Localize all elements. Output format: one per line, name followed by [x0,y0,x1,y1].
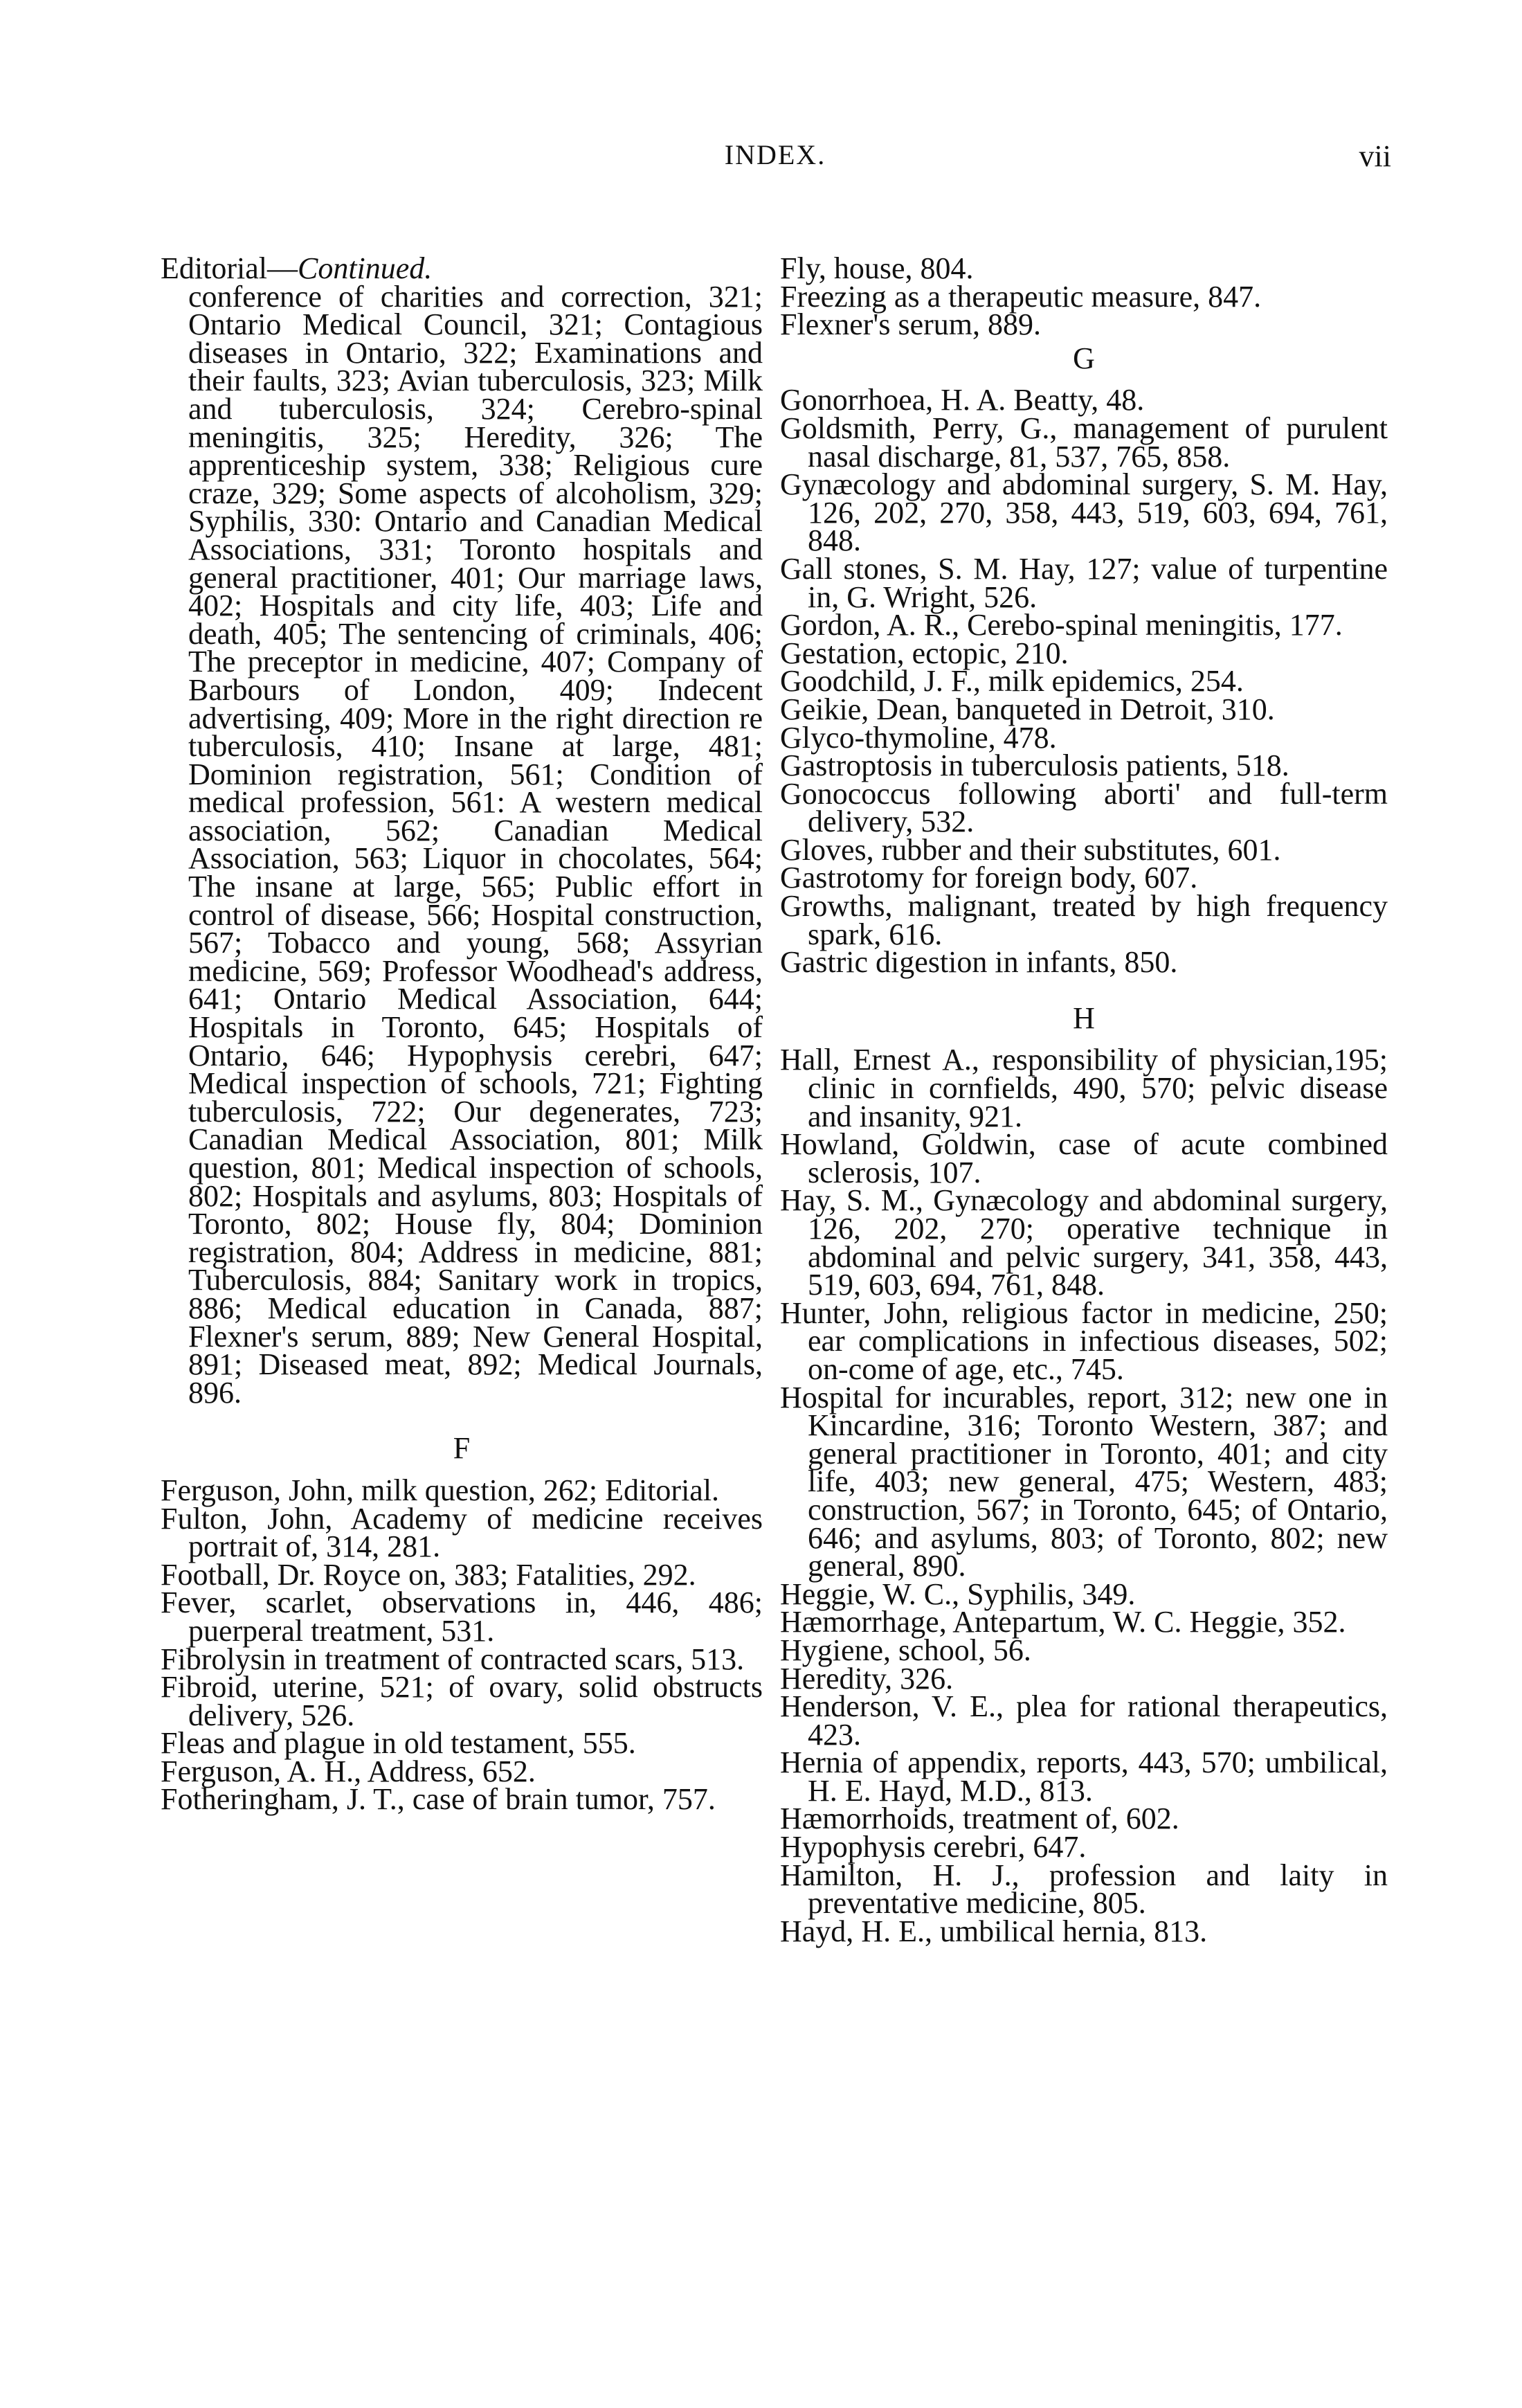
index-entry: Heredity, 326. [780,1661,954,1696]
index-entry: Hernia of appendix, reports, 443, 570; umbilical, H. E. Hayd, M.D., 813. [780,1745,1388,1808]
index-entry: Hypophysis cerebri, 647. [780,1830,1087,1865]
index-entry: Gall stones, S. M. Hay, 127; value of turpentine in, G. Wright, 526. [780,551,1388,614]
section-letter-f: F [453,1431,471,1466]
index-entry: Gloves, rubber and their substitutes, 601. [780,832,1281,867]
index-entry: Freezing as a therapeutic measure, 847. [780,279,1262,314]
index-entry: Fleas and plague in old testament, 555. [161,1726,636,1761]
index-entry: Hall, Ernest A., responsibility of physician,195; clinic in cornfields, 490, 570; pelvic disease and insanity, 921. [780,1043,1388,1133]
right-column [780,251,1388,1948]
index-entry: Fever, scarlet, observations in, 446, 486; puerperal treatment, 531. [161,1585,763,1648]
index-entry: Growths, malignant, treated by high frequency spark, 616. [780,889,1388,951]
index-entry: Fly, house, 804. [780,251,974,285]
index-entry: Hygiene, school, 56. [780,1633,1031,1667]
index-entry: Fibroid, uterine, 521; of ovary, solid obstructs delivery, 526. [161,1670,763,1732]
index-list-f [161,1473,763,1817]
index-entry: Flexner's serum, 889. [780,307,1041,342]
index-entry: Glyco-thymoline, 478. [780,720,1057,755]
index-entry: Hæmorrhage, Antepartum, W. C. Heggie, 352. [780,1605,1346,1639]
section-letter-g: G [1073,341,1095,375]
editorial-label: Editorial— [161,251,298,285]
index-entry: Fulton, John, Academy of medicine receives portrait of, 314, 281. [161,1501,763,1564]
index-list-g [780,383,1388,980]
index-entry: Hæmorrhoids, treatment of, 602. [780,1801,1179,1836]
index-entry: Gonococcus following aborti' and full-term delivery, 532. [780,776,1388,839]
index-entry: Hamilton, H. J., profession and laity in preventative medicine, 805. [780,1858,1388,1921]
editorial-continued: Continued. [297,251,433,285]
editorial-heading [161,251,763,285]
index-entry: Gonorrhoea, H. A. Beatty, 48. [780,383,1145,417]
page-title: INDEX. [724,139,826,170]
index-entry: Howland, Goldwin, case of acute combined sclerosis, 107. [780,1127,1388,1189]
index-entry: Ferguson, A. H., Address, 652. [161,1754,536,1788]
index-entry: Gynæcology and abdominal surgery, S. M. Hay, 126, 202, 270, 358, 443, 519, 603, 694, 761, 848. [780,467,1388,558]
index-entry: Hospital for incurables, report, 312; new one in Kincardine, 316; Toronto Western, 387; and general practitioner in Toronto, 401; and city life, 403; new general, 475; Western, 483; construction, 567; in Toronto, 645; of Ontario, 646; and asylums, 803; of Toronto, 802; new general, 890. [780,1380,1388,1583]
running-head [159,138,1391,180]
index-entry: Heggie, W. C., Syphilis, 349. [780,1576,1136,1611]
index-entry: Football, Dr. Royce on, 383; Fatalities, 292. [161,1557,696,1592]
index-entry: Gordon, A. R., Cerebo-spinal meningitis, 177. [780,608,1343,643]
index-list-f-continued [780,251,1388,342]
index-entry: Gastroptosis in tuberculosis patients, 518. [780,748,1289,783]
index-entry: Hayd, H. E., umbilical hernia, 813. [780,1914,1208,1948]
index-entry: Goodchild, J. F., milk epidemics, 254. [780,664,1244,699]
index-entry: Fibrolysin in treatment of contracted scars, 513. [161,1642,745,1676]
index-entry: Hay, S. M., Gynæcology and abdominal surgery, 126, 202, 270; operative technique in abdominal and pelvic surgery, 341, 358, 443, 519, 603, 694, 761, 848. [780,1183,1388,1302]
index-entry: Ferguson, John, milk question, 262; Editorial. [161,1473,720,1507]
editorial-entry-body: conference of charities and correction, 321; Ontario Medical Council, 321; Contagious diseases in Ontario, 322; Examinations and their faults, 323; Avian tuberculosis, 323; Milk and tuberculosis, 324; Cerebro-spinal meningitis, 325; Heredity, 326; The apprenticeship system, 338; Religious cure craze, 329; Some aspects of alcoholism, 329; Syphilis, 330: Ontario and Canadian Medical Associations, 331; Toronto hospitals and general practitioner, 401; Our marriage laws, 402; Hospitals and city life, 403; Life and death, 405; The sentencing of criminals, 406; The preceptor in medicine, 407; Company of Barbours of London, 409; Indecent advertising, 409; More in the right direction re tuberculosis, 410; Insane at large, 481; Dominion registration, 561; Condition of medical profession, 561: A western medical association, 562; Canadian Medical Association, 563; Liquor in chocolates, 564; The insane at large, 565; Public effort in control of disease, 566; Hospital construction, 567; Tobacco and young, 568; Assyrian medicine, 569; Professor Woodhead's address, 641; Ontario Medical Association, 644; Hospitals in Toronto, 645; Hospitals of Ontario, 646; Hypophysis cerebri, 647; Medical inspection of schools, 721; Fighting tuberculosis, 722; Our degenerates, 723; Canadian Medical Association, 801; Milk question, 801; Medical inspection of schools, 802; Hospitals and asylums, 803; Hospitals of Toronto, 802; House fly, 804; Dominion registration, 804; Address in medicine, 881; Tuberculosis, 884; Sanitary work in tropics, 886; Medical education in Canada, 887; Flexner's serum, 889; New General Hospital, 891; Diseased meat, 892; Medical Journals, 896. [188,279,763,1410]
index-entry: Goldsmith, Perry, G., management of purulent nasal discharge, 81, 537, 765, 858. [780,411,1388,474]
index-entry: Henderson, V. E., plea for rational therapeutics, 423. [780,1689,1388,1752]
page-number: vii [1359,139,1391,173]
index-entry: Gestation, ectopic, 210. [780,636,1069,670]
index-entry: Fotheringham, J. T., case of brain tumor, 757. [161,1782,716,1817]
index-entry: Gastric digestion in infants, 850. [780,945,1178,980]
index-entry: Gastrotomy for foreign body, 607. [780,861,1198,895]
index-entry: Geikie, Dean, banqueted in Detroit, 310. [780,692,1275,726]
index-list-h [780,1043,1388,1948]
left-column [161,251,763,1817]
index-entry: Hunter, John, religious factor in medicine, 250; ear complications in infectious diseases, 502; on-come of age, etc., 745. [780,1295,1388,1386]
section-letter-h: H [1073,1000,1095,1035]
